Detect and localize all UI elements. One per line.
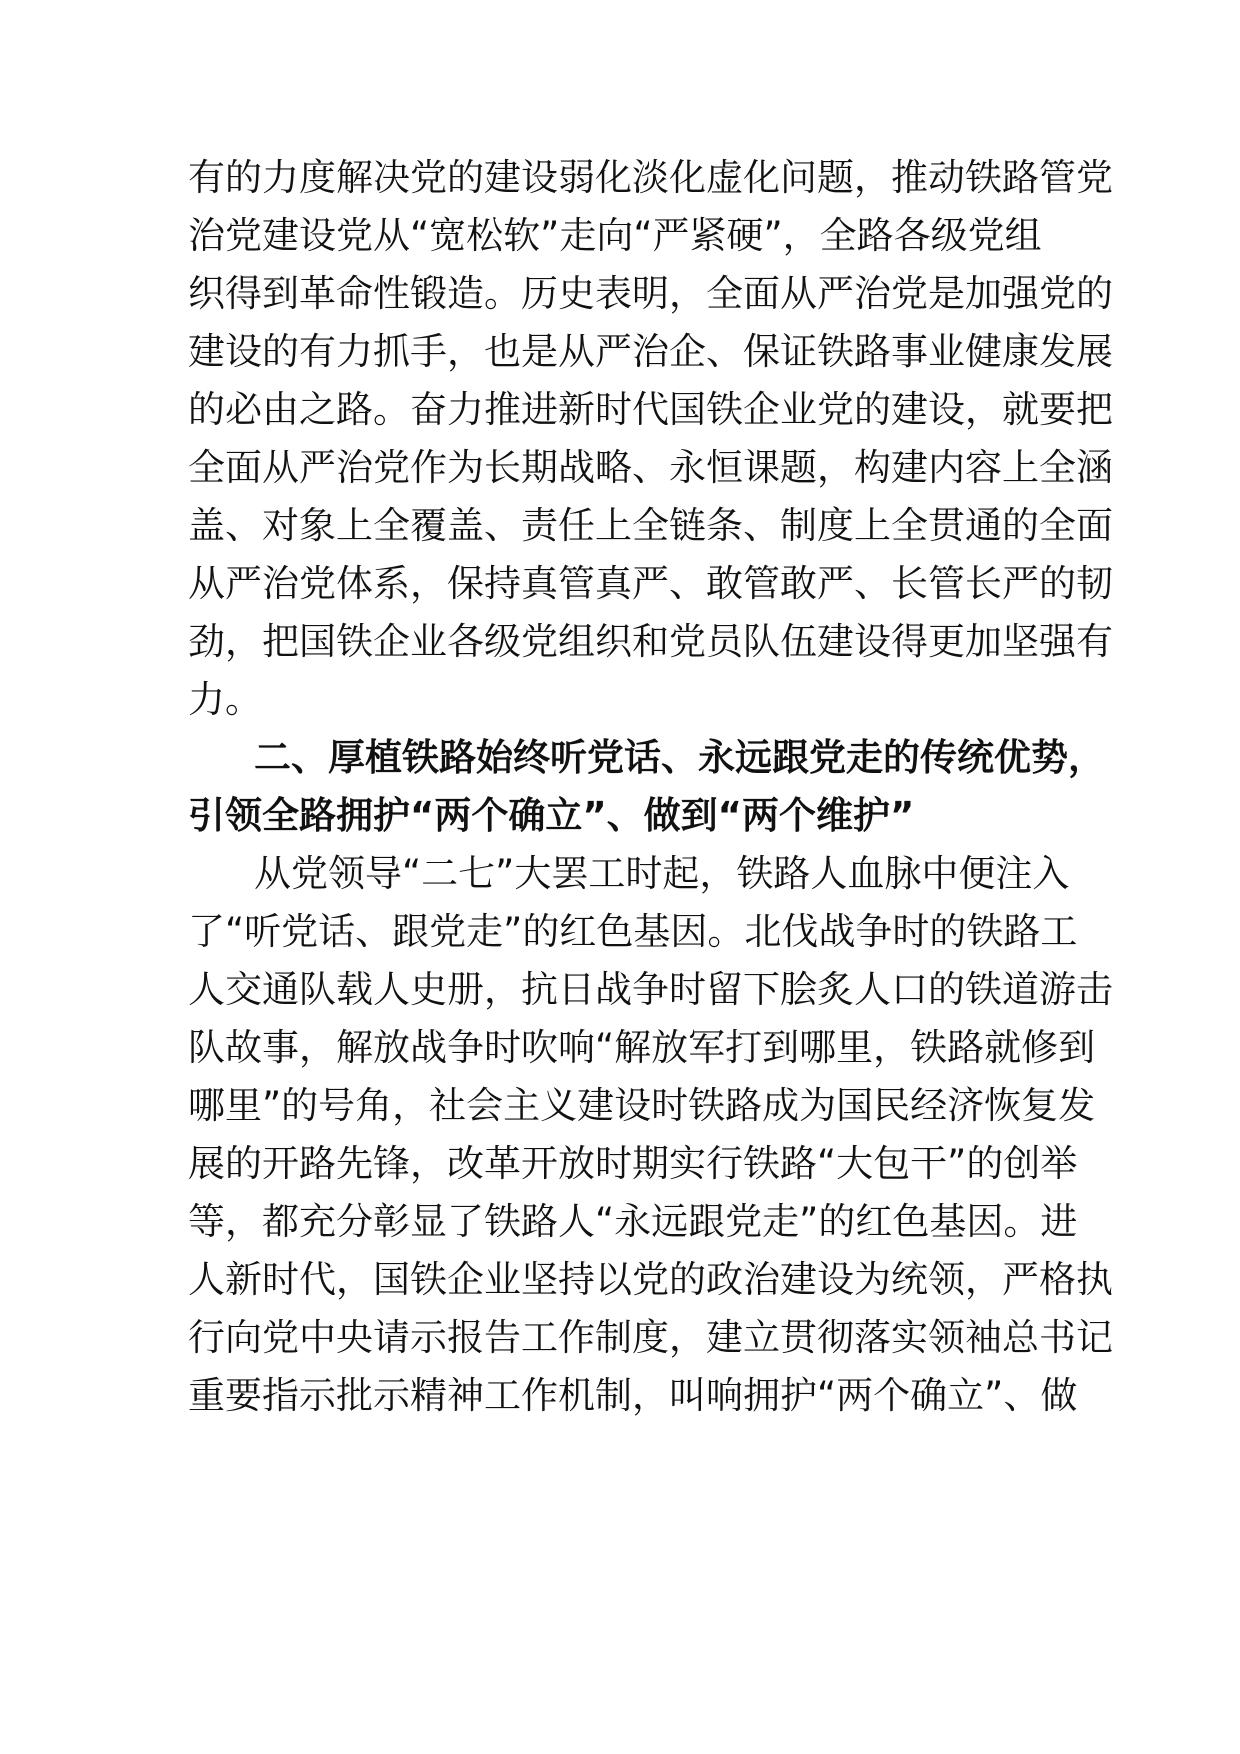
text-line: 哪里”的号角，社会主义建设时铁路成为国民经济恢复发 xyxy=(188,1084,1096,1127)
text-line: 有的力度解决党的建设弱化淡化虚化问题，推动铁路管党 xyxy=(188,156,1113,199)
text-line: 重要指示批示精神工作机制，叫响拥护“两个确立”、做 xyxy=(188,1374,1078,1417)
text-line: 建设的有力抓手，也是从严治企、保证铁路事业健康发展 xyxy=(188,330,1113,373)
text-line: 了“听党话、跟党走”的红色基因。北伐战争时的铁路工 xyxy=(188,910,1078,953)
text-line: 人交通队载人史册，抗日战争时留下脍炙人口的铁道游击 xyxy=(188,968,1113,1011)
text-line: 治党建设党从“宽松软”走向“严紧硬”，全路各级党组 xyxy=(188,214,1042,257)
text-line: 织得到革命性锻造。历史表明，全面从严治党是加强党的 xyxy=(188,272,1113,315)
heading-line: 引领全路拥护“两个确立”、做到“两个维护” xyxy=(188,794,915,837)
text-line: 从党领导“二七”大罢工时起，铁路人血脉中便注入 xyxy=(254,852,1070,895)
text-line: 力。 xyxy=(188,678,262,721)
text-line: 队故事，解放战争时吹响“解放军打到哪里，铁路就修到 xyxy=(188,1026,1096,1069)
heading-line: 二、厚植铁路始终听党话、永远跟党走的传统优势， xyxy=(254,736,1105,779)
text-line: 劲，把国铁企业各级党组织和党员队伍建设得更加坚强有 xyxy=(188,620,1113,663)
text-line: 从严治党体系，保持真管真严、敢管敢严、长管长严的韧 xyxy=(188,562,1113,605)
text-line: 全面从严治党作为长期战略、永恒课题，构建内容上全涵 xyxy=(188,446,1113,489)
text-line: 行向党中央请示报告工作制度，建立贯彻落实领袖总书记 xyxy=(188,1316,1113,1359)
text-line: 等，都充分彰显了铁路人“永远跟党走”的红色基因。进 xyxy=(188,1200,1078,1243)
text-line: 展的开路先锋，改革开放时期实行铁路“大包干”的创举 xyxy=(188,1142,1078,1185)
text-line: 的必由之路。奋力推进新时代国铁企业党的建设，就要把 xyxy=(188,388,1113,431)
text-line: 人新时代，国铁企业坚持以党的政治建设为统领，严格执 xyxy=(188,1258,1113,1301)
text-line: 盖、对象上全覆盖、责任上全链条、制度上全贯通的全面 xyxy=(188,504,1113,547)
